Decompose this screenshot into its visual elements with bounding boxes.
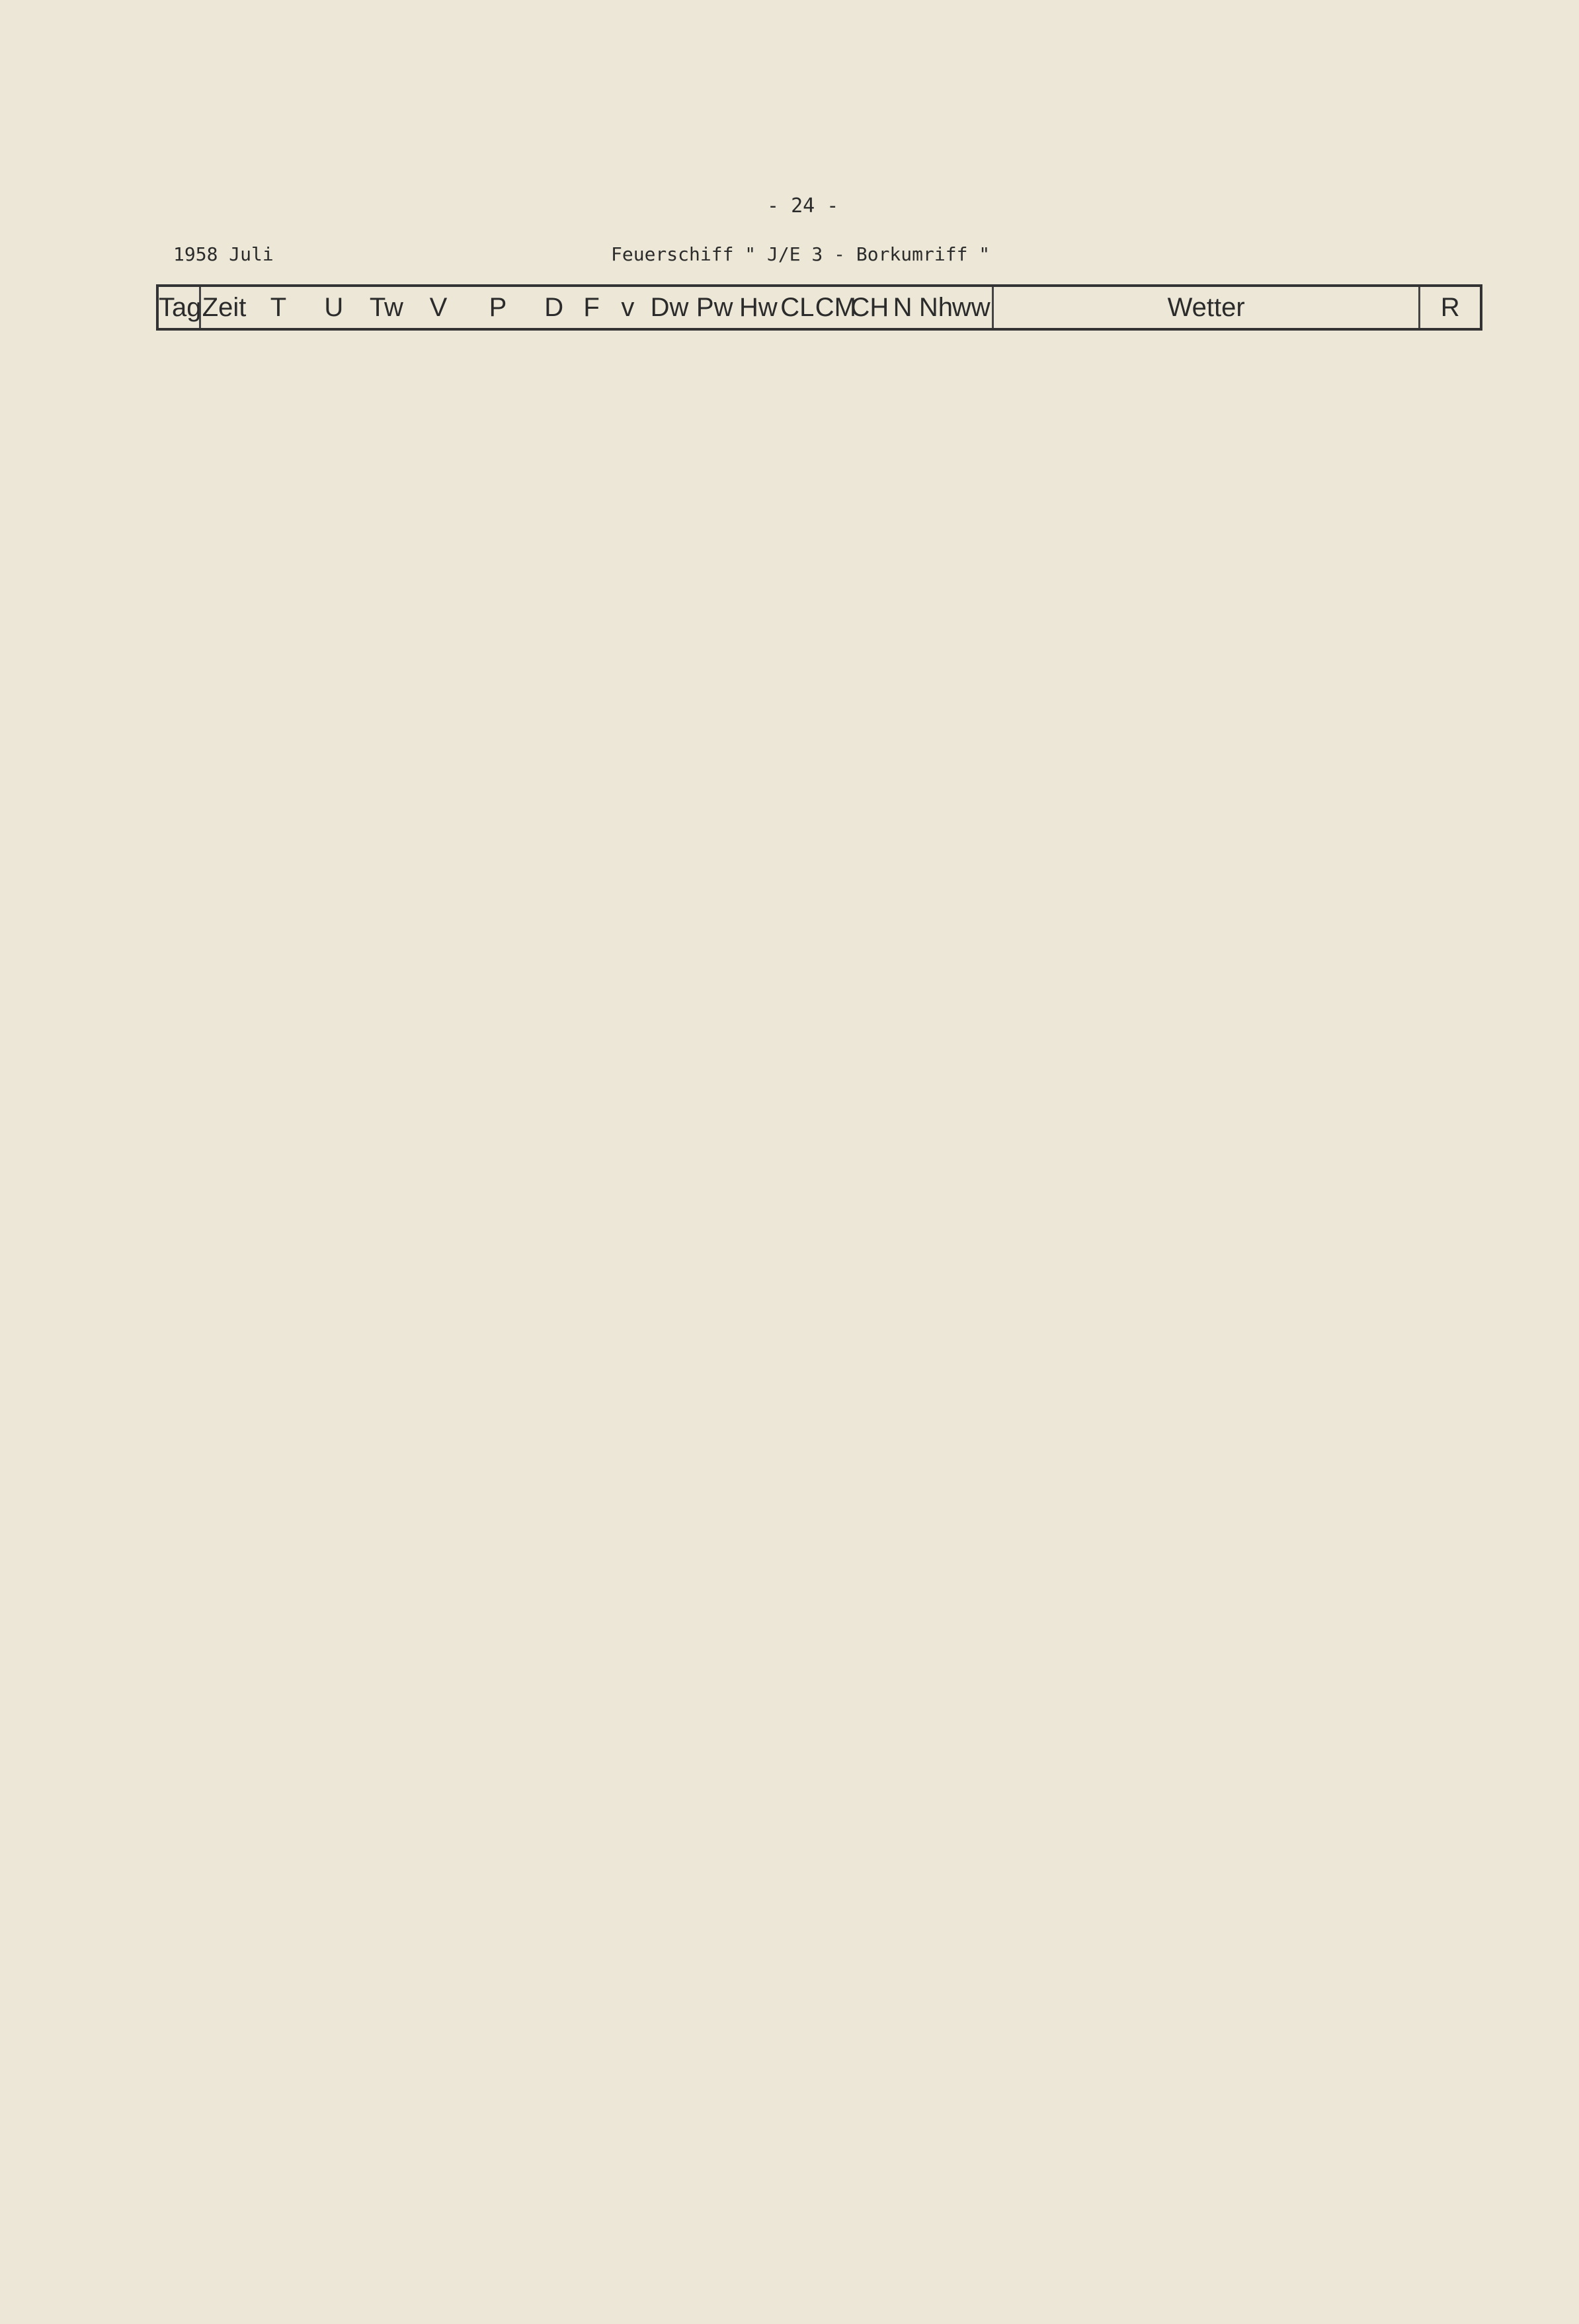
- column-header-cl: CL: [780, 286, 815, 329]
- page-number: - 24 -: [767, 194, 839, 218]
- table-header-row: [157, 286, 1481, 329]
- column-header-u: U: [309, 286, 358, 329]
- column-header-tag: Tag: [157, 286, 200, 329]
- header-station: Feuerschiff " J/E 3 - Borkumriff ": [611, 243, 991, 265]
- column-header-ch: CH: [850, 286, 886, 329]
- column-header-ww: ww: [950, 286, 992, 329]
- column-header-n: N: [886, 286, 919, 329]
- column-header-t: T: [247, 286, 309, 329]
- column-header-wetter: Wetter: [993, 286, 1420, 329]
- observation-table: [156, 284, 1482, 331]
- header-date: 1958 Juli: [173, 243, 274, 265]
- column-header-d: D: [534, 286, 575, 329]
- column-header-tw: Tw: [358, 286, 415, 329]
- column-header-f: F: [575, 286, 609, 329]
- column-header-v: V: [415, 286, 462, 329]
- column-header-p: P: [462, 286, 534, 329]
- column-header-r: R: [1420, 286, 1481, 329]
- column-header-cm: CM: [815, 286, 851, 329]
- column-header-v: v: [608, 286, 647, 329]
- column-header-zeit: Zeit: [200, 286, 247, 329]
- column-header-pw: Pw: [692, 286, 737, 329]
- column-header-hw: Hw: [737, 286, 780, 329]
- column-header-nh: Nh: [919, 286, 951, 329]
- column-header-dw: Dw: [647, 286, 692, 329]
